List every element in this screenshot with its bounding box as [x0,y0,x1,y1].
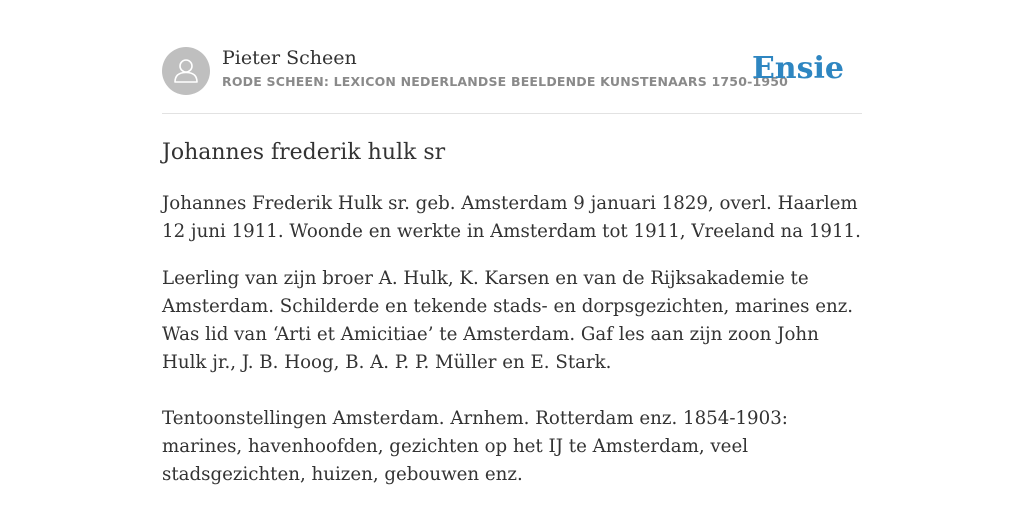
header [162,46,862,96]
author-name[interactable]: Pieter Scheen [222,47,357,69]
article-paragraph-3: Tentoonstellingen Amsterdam. Arnhem. Rotterdam enz. 1854-1903: marines, havenhoofden, gezichten op het IJ te Amsterdam, veel stadsgezichten, huizen, gebouwen enz. [162,408,788,485]
source-title[interactable]: RODE SCHEEN: LEXICON NEDERLANDSE BEELDENDE KUNSTENAARS 1750-1950 [222,74,789,89]
user-silhouette-icon [162,47,210,95]
author-avatar[interactable] [162,47,210,95]
header-divider [162,113,862,114]
ensie-logo[interactable]: Ensie [751,51,844,86]
article-paragraph-2: Leerling van zijn broer A. Hulk, K. Karsen en van de Rijksakademie te Amsterdam. Schilderde en tekende stads- en dorpsgezichten, marines enz. Was lid van ‘Arti et Amicitiae’ te Amsterdam. Gaf les aan zijn zoon John Hulk jr., J. B. Hoog, B. A. P. P. Müller en E. Stark. [162,268,854,373]
article-paragraph-1: Johannes Frederik Hulk sr. geb. Amsterdam 9 januari 1829, overl. Haarlem 12 juni 1911. Woonde en werkte in Amsterdam tot 1911, Vreeland na 1911. [162,193,861,242]
article-title: Johannes frederik hulk sr [162,140,446,165]
